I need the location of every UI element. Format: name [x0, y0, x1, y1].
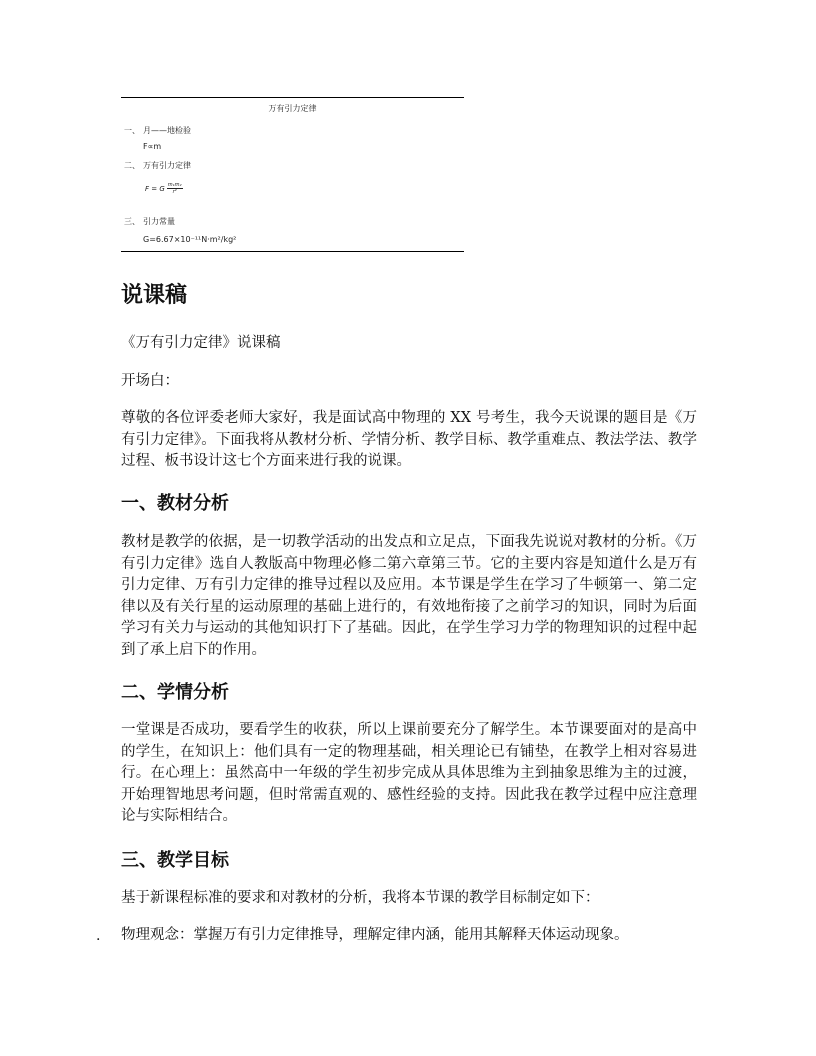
objective-item: 物理观念：掌握万有引力定律推导，理解定律内涵，能用其解释天体运动现象。 [121, 927, 629, 943]
formula-numerator: m₁m₂ [167, 182, 182, 188]
section-heading-objectives: 三、教学目标 [121, 850, 229, 871]
board-title: 万有引力定律 [268, 104, 317, 113]
board-section-3-label: 引力常量 [143, 217, 175, 226]
materials-paragraph: 教材是教学的依据，是一切教学活动的出发点和立足点，下面我先说说对教材的分析。《万有引力定律》选自人教版高中物理必修二第六章第三节。它的主要内容是知道什么是万有引力定律、万有引力定律的推导过程以及应用。本节课是学生在学习了牛顿第一、第二定律以及有关行星的运动原理的基础上进行的，有效地衔接了之前学习的知识，同时为后面学习有关力与运动的其他知识打下了基础。因此，在学生学习力学的物理知识的过程中起到了承上启下的作用。 [121, 534, 697, 658]
board-section-2-label: 万有引力定律 [143, 161, 191, 170]
bullet-marker: . [96, 928, 101, 944]
opening-label: 开场白： [121, 373, 179, 389]
formula-lhs: F = G [145, 184, 165, 193]
board-section-1-number: 一、 [124, 126, 140, 135]
students-paragraph: 一堂课是否成功，要看学生的收获，所以上课前要充分了解学生。本节课要面对的是高中的学生，在知识上：他们具有一定的物理基础，相关理论已有铺垫，在教学上相对容易进行。在心理上：虽然高中一年级的学生初步完成从具体思维为主到抽象思维为主的过渡，开始理智地思考问题，但时常需直观的、感性经验的支持。因此我在教学过程中应注意理论与实际相结合。 [121, 722, 697, 824]
board-section-3-number: 三、 [124, 217, 140, 226]
document-subtitle: 《万有引力定律》说课稿 [121, 335, 281, 351]
formula-fraction [167, 182, 183, 195]
board-section-1-sub: F∝m [143, 142, 162, 151]
section-heading-materials: 一、教材分析 [121, 493, 229, 514]
section-heading-students: 二、学情分析 [121, 682, 229, 703]
blackboard-figure [121, 97, 464, 252]
board-section-2-number: 二、 [124, 161, 140, 170]
board-section-1-label: 月——地检验 [143, 126, 191, 135]
opening-paragraph: 尊敬的各位评委老师大家好，我是面试高中物理的 XX 号考生，我今天说课的题目是《万有引力定律》。下面我将从教材分析、学情分析、教学目标、教学重难点、教法学法、教学过程、板书设计这七个方面来进行我的说课。 [121, 410, 697, 469]
board-section-3-value: G=6.67×10⁻¹¹N·m²/kg² [143, 235, 237, 244]
formula-denominator: r² [172, 189, 177, 195]
main-heading: 说课稿 [121, 283, 188, 308]
objectives-intro: 基于新课程标准的要求和对教材的分析，我将本节课的教学目标制定如下： [121, 890, 600, 906]
gravitation-formula [145, 182, 183, 195]
